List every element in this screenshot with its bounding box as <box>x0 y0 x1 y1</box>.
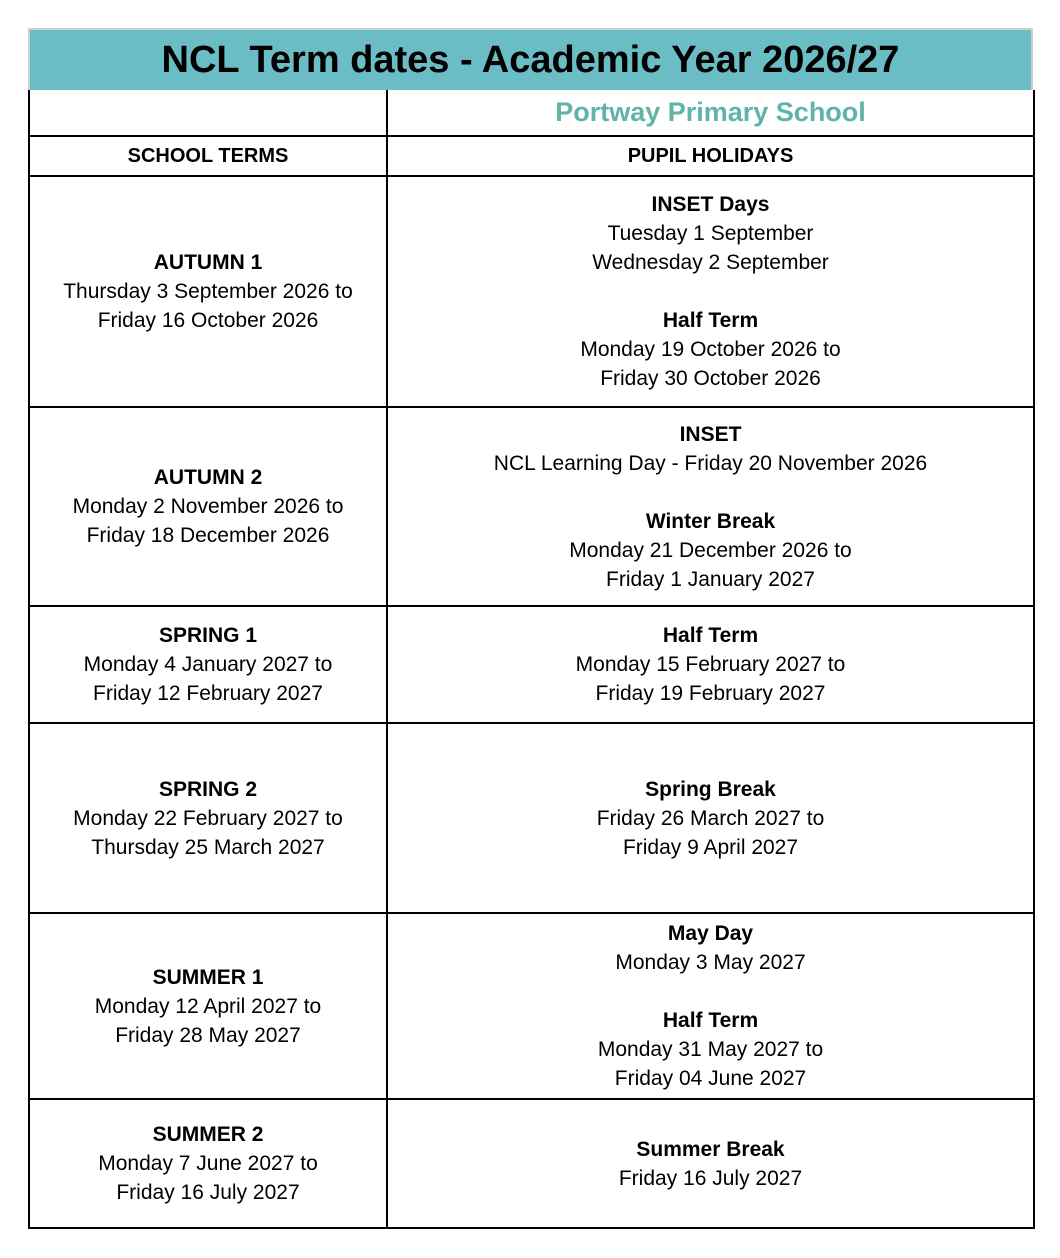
holiday-line: Friday 1 January 2027 <box>606 567 815 591</box>
term-name: SPRING 2 <box>158 777 258 801</box>
holiday-line: Monday 31 May 2027 to <box>597 1038 824 1061</box>
holiday-title: Half Term <box>662 1009 759 1032</box>
holiday-title: Winter Break <box>645 509 776 533</box>
holiday-line: Wednesday 2 September <box>592 251 829 274</box>
holiday-title: INSET <box>679 422 742 446</box>
holiday-title: INSET Days <box>651 193 770 216</box>
holiday-title: May Day <box>667 922 754 945</box>
term-end: Friday 16 July 2027 <box>116 1181 300 1204</box>
header-school-terms: SCHOOL TERMS <box>29 136 387 176</box>
term-dates-document <box>28 28 1033 1229</box>
holiday-line: NCL Learning Day - Friday 20 November 2026 <box>493 451 928 475</box>
term-name: AUTUMN 1 <box>153 251 263 274</box>
term-start: Monday 4 January 2027 to <box>83 653 333 676</box>
holiday-line: Monday 21 December 2026 to <box>569 538 852 562</box>
document-title: NCL Term dates - Academic Year 2026/27 <box>28 28 1033 90</box>
holiday-line: Friday 16 July 2027 <box>618 1166 803 1190</box>
term-cell <box>29 176 387 407</box>
holiday-title: Half Term <box>662 309 759 332</box>
term-end: Thursday 25 March 2027 <box>91 835 325 859</box>
holiday-line: Friday 19 February 2027 <box>595 682 826 705</box>
holiday-line: Friday 30 October 2026 <box>600 367 821 390</box>
holiday-cell <box>387 913 1034 1099</box>
holiday-cell <box>387 606 1034 723</box>
table-row <box>29 407 1034 606</box>
table-row <box>29 1099 1034 1228</box>
holiday-title: Spring Break <box>645 777 776 801</box>
table-row <box>29 723 1034 913</box>
term-start: Monday 12 April 2027 to <box>94 994 322 1018</box>
term-start: Monday 22 February 2027 to <box>73 806 343 830</box>
school-name: Portway Primary School <box>387 90 1034 136</box>
header-pupil-holidays: PUPIL HOLIDAYS <box>387 136 1034 176</box>
term-end: Friday 12 February 2027 <box>93 682 323 705</box>
holiday-cell <box>387 407 1034 606</box>
school-row <box>29 90 1034 136</box>
term-dates-table <box>28 90 1035 1229</box>
holiday-title: Summer Break <box>636 1137 785 1161</box>
table-row <box>29 913 1034 1099</box>
term-start: Monday 7 June 2027 to <box>98 1152 318 1175</box>
holiday-line: Tuesday 1 September <box>607 222 814 245</box>
term-end: Friday 28 May 2027 <box>115 1023 301 1047</box>
table-row <box>29 606 1034 723</box>
term-name: SUMMER 1 <box>152 965 264 989</box>
holiday-title: Half Term <box>662 624 759 647</box>
empty-cell <box>29 90 387 136</box>
term-name: SPRING 1 <box>158 624 258 647</box>
holiday-cell <box>387 176 1034 407</box>
term-cell <box>29 723 387 913</box>
term-cell <box>29 606 387 723</box>
term-start: Thursday 3 September 2026 to <box>63 280 353 303</box>
term-start: Monday 2 November 2026 to <box>72 495 344 518</box>
holiday-line: Monday 19 October 2026 to <box>580 338 841 361</box>
holiday-cell <box>387 1099 1034 1228</box>
holiday-line: Friday 26 March 2027 to <box>596 806 825 830</box>
term-cell <box>29 407 387 606</box>
term-end: Friday 18 December 2026 <box>86 524 330 547</box>
holiday-line: Friday 9 April 2027 <box>622 835 799 859</box>
header-row <box>29 136 1034 176</box>
table-row <box>29 176 1034 407</box>
holiday-line: Friday 04 June 2027 <box>614 1067 807 1090</box>
term-cell <box>29 1099 387 1228</box>
holiday-cell <box>387 723 1034 913</box>
term-name: SUMMER 2 <box>152 1123 264 1146</box>
holiday-line: Monday 3 May 2027 <box>615 951 806 974</box>
term-end: Friday 16 October 2026 <box>97 309 319 332</box>
holiday-line: Monday 15 February 2027 to <box>575 653 846 676</box>
term-cell <box>29 913 387 1099</box>
term-name: AUTUMN 2 <box>153 466 263 489</box>
